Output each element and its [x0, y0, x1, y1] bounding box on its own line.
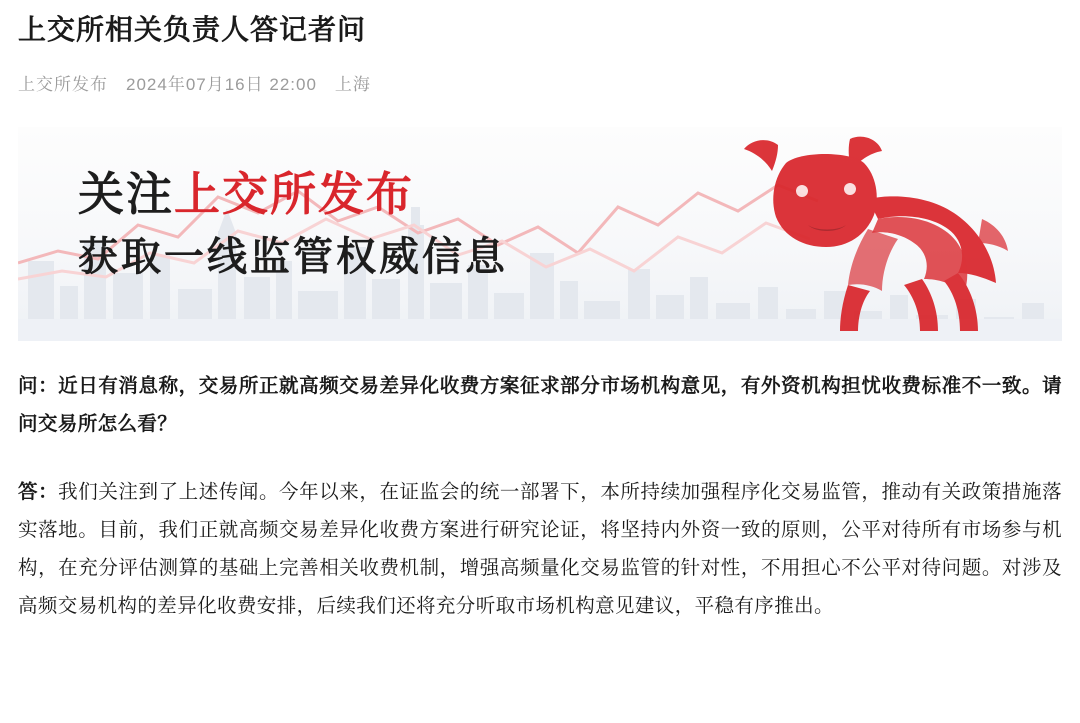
question-text: 近日有消息称，交易所正就高频交易差异化收费方案征求部分市场机构意见，有外资机构担忧收费标准不一致。请问交易所怎么看？	[18, 375, 1062, 435]
article-meta	[18, 70, 1062, 95]
question-lead: 问：	[18, 375, 59, 397]
promo-banner	[18, 127, 1062, 341]
bull-icon	[682, 133, 1012, 341]
answer-paragraph	[18, 473, 1062, 625]
banner-text	[78, 165, 508, 283]
banner-headline	[78, 165, 508, 223]
answer-lead: 答：	[18, 481, 59, 503]
banner-headline-prefix: 关注	[78, 168, 174, 220]
question-paragraph	[18, 367, 1062, 443]
page-title: 上交所相关负责人答记者问	[18, 14, 367, 45]
article-location: 上海	[334, 75, 371, 94]
article-source: 上交所发布	[18, 75, 108, 94]
article-datetime: 2024年07月16日 22:00	[126, 75, 317, 94]
answer-text: 我们关注到了上述传闻。今年以来，在证监会的统一部署下，本所持续加强程序化交易监管，推动有关政策措施落实落地。目前，我们正就高频交易差异化收费方案进行研究论证，将坚持内外资一致的原则，公平对待所有市场参与机构，在充分评估测算的基础上完善相关收费机制，增强高频量化交易监管的针对性，不用担心不公平对待问题。对涉及高频交易机构的差异化收费安排，后续我们还将充分听取市场机构意见建议，平稳有序推出。	[18, 481, 1062, 617]
banner-headline-brand: 上交所发布	[174, 168, 414, 220]
article-container	[0, 10, 1080, 625]
banner-subheadline: 获取一线监管权威信息	[78, 235, 508, 279]
